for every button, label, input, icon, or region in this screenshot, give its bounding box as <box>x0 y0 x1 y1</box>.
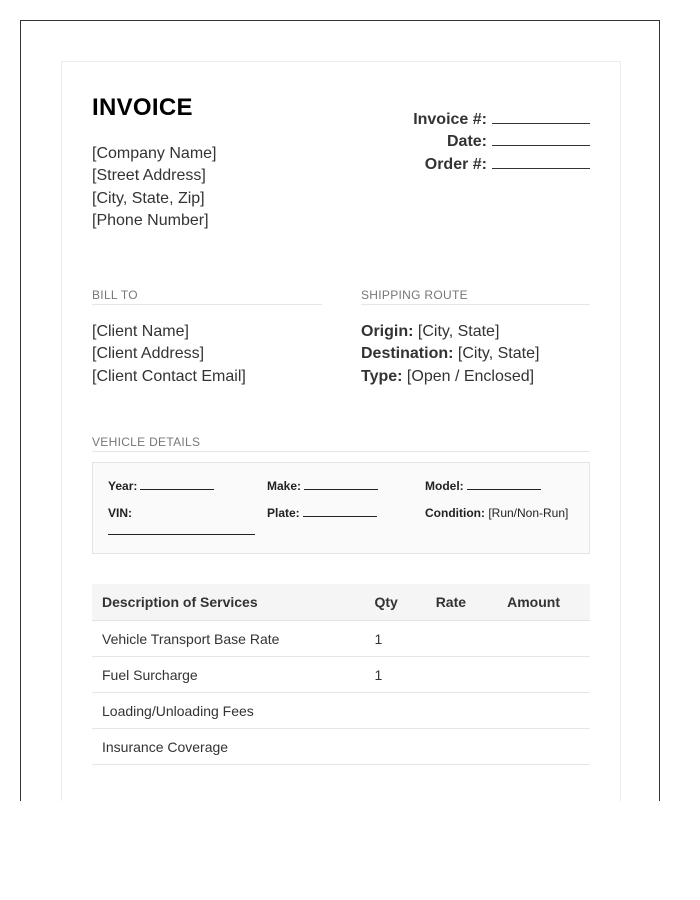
table-row <box>92 657 590 693</box>
client-email: [Client Contact Email] <box>92 367 246 385</box>
table-header-row <box>92 584 590 621</box>
service-amount <box>497 693 590 729</box>
date-label: Date: <box>446 133 487 151</box>
client-name: [Client Name] <box>92 323 189 340</box>
service-amount <box>497 621 590 657</box>
table-row <box>92 729 590 765</box>
origin-value: [City, State] <box>413 323 500 340</box>
company-info <box>92 143 217 232</box>
year-blank <box>140 481 214 490</box>
service-qty: 1 <box>364 657 425 693</box>
service-description: Loading/Unloading Fees <box>92 693 364 729</box>
service-qty <box>364 729 425 765</box>
service-rate <box>426 693 497 729</box>
type-label: Type: <box>361 367 403 385</box>
bill-to-heading: BILL TO <box>92 288 138 302</box>
destination-value: [City, State] <box>453 345 540 363</box>
service-rate <box>426 729 497 765</box>
vin-field <box>108 506 132 520</box>
destination-line <box>361 343 539 365</box>
model-blank <box>467 481 541 490</box>
service-qty: 1 <box>364 621 425 657</box>
order-number-row <box>413 154 590 176</box>
service-description: Insurance Coverage <box>92 729 364 765</box>
company-city: [City, State, Zip] <box>92 189 205 207</box>
order-number-label: Order #: <box>424 155 487 173</box>
plate-label: Plate: <box>267 506 300 520</box>
invoice-number-row <box>413 109 590 131</box>
company-street: [Street Address] <box>92 167 206 185</box>
date-row <box>413 131 590 153</box>
table-row <box>92 693 590 729</box>
table-row <box>92 621 590 657</box>
column-header-qty: Qty <box>364 584 425 621</box>
invoice-title: INVOICE <box>92 94 193 121</box>
company-name: [Company Name] <box>92 145 217 162</box>
condition-label: Condition: <box>425 506 485 520</box>
service-amount <box>497 657 590 693</box>
vin-label: VIN: <box>108 506 132 520</box>
type-line <box>361 366 539 388</box>
order-number-field <box>492 155 590 169</box>
model-label: Model: <box>425 479 464 493</box>
condition-field <box>425 506 568 520</box>
origin-line <box>361 321 539 343</box>
shipping-route-heading: SHIPPING ROUTE <box>361 288 468 302</box>
condition-value: [Run/Non-Run] <box>484 506 569 520</box>
vehicle-details-divider <box>92 451 590 452</box>
plate-field <box>267 506 377 520</box>
services-table <box>92 584 590 765</box>
service-description: Fuel Surcharge <box>92 657 364 693</box>
shipping-route-divider <box>361 304 590 305</box>
bill-to-divider <box>92 304 322 305</box>
column-header-description: Description of Services <box>92 584 364 621</box>
invoice-number-field <box>492 110 590 124</box>
make-field <box>267 479 378 493</box>
invoice-meta <box>413 109 590 176</box>
destination-label: Destination: <box>361 345 454 363</box>
column-header-amount: Amount <box>497 584 590 621</box>
service-amount <box>497 729 590 765</box>
vin-blank <box>108 534 255 535</box>
model-field <box>425 479 541 493</box>
column-header-rate: Rate <box>426 584 497 621</box>
shipping-route-block <box>361 321 539 388</box>
service-rate <box>426 657 497 693</box>
origin-label: Origin: <box>361 323 414 340</box>
service-qty <box>364 693 425 729</box>
year-field <box>108 479 214 493</box>
make-blank <box>304 481 378 490</box>
date-field <box>492 132 590 146</box>
company-phone: [Phone Number] <box>92 211 209 229</box>
bill-to-block <box>92 321 246 388</box>
year-label: Year: <box>108 479 138 493</box>
vehicle-details-heading: VEHICLE DETAILS <box>92 435 201 449</box>
invoice-number-label: Invoice #: <box>413 111 487 128</box>
plate-blank <box>303 508 377 517</box>
client-address: [Client Address] <box>92 345 205 363</box>
service-rate <box>426 621 497 657</box>
service-description: Vehicle Transport Base Rate <box>92 621 364 657</box>
make-label: Make: <box>267 479 302 493</box>
type-value: [Open / Enclosed] <box>402 367 535 385</box>
